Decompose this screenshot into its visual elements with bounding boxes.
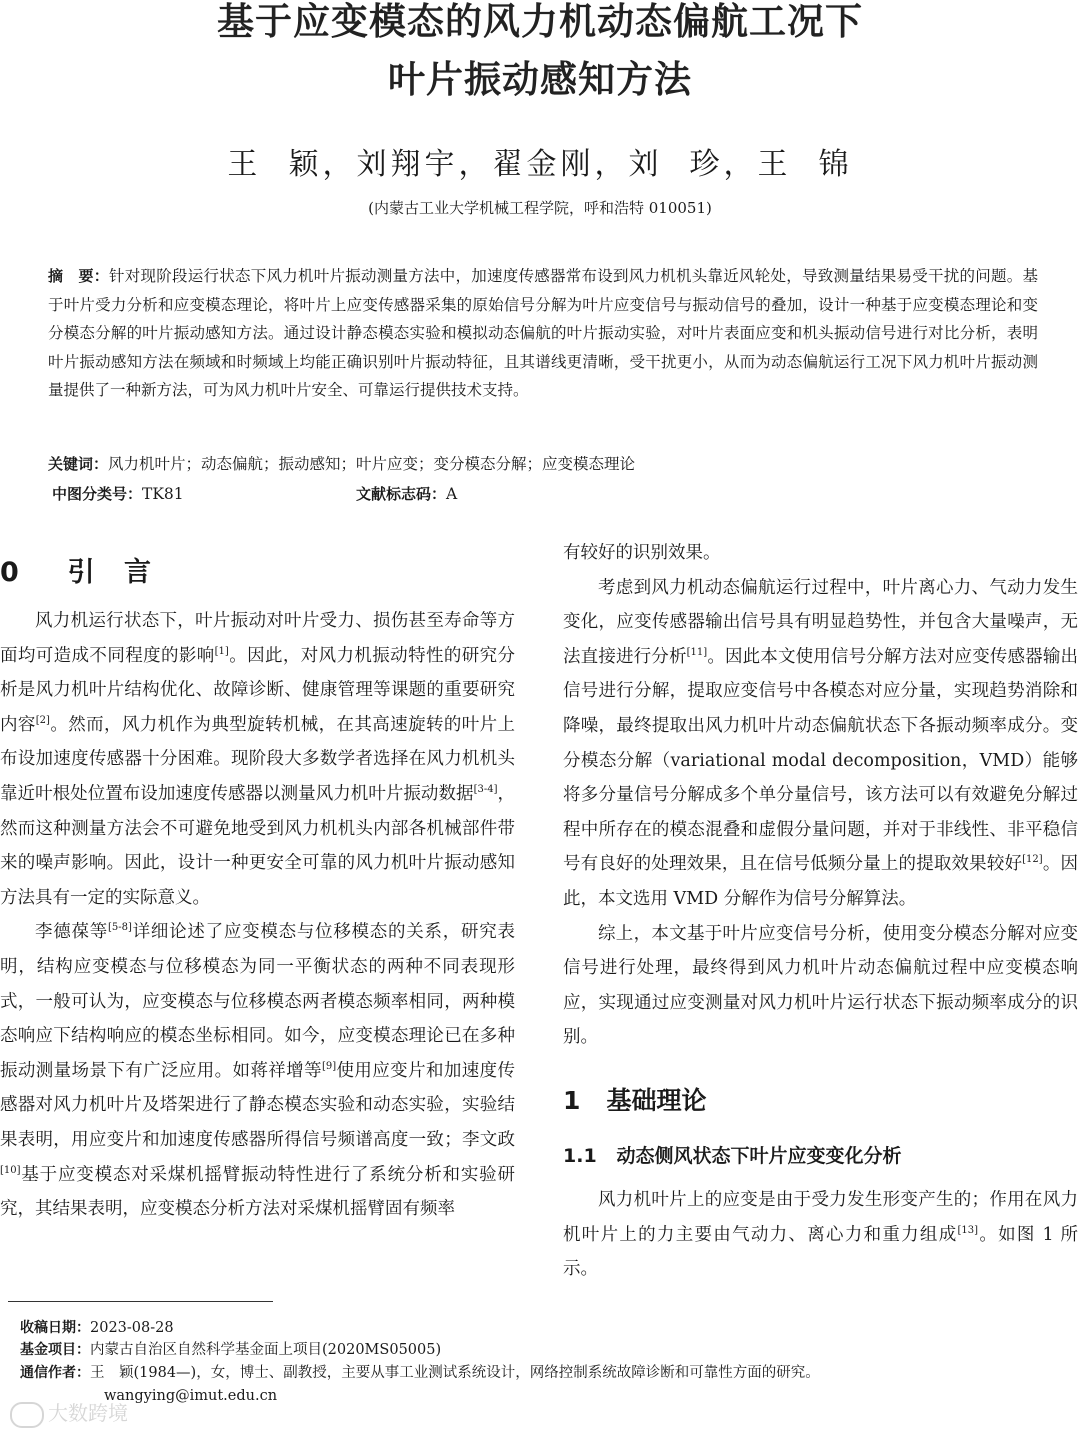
title-line-2: 叶片振动感知方法 [388, 58, 692, 101]
section-1-heading [563, 1081, 707, 1121]
footnote-email: wangying@imut.edu.cn [104, 1388, 278, 1404]
document-code [356, 480, 457, 508]
intro-paragraph-2-continued: 有较好的识别效果。 [563, 543, 721, 563]
section-0-title: 引 言 [67, 557, 162, 588]
abstract-text: 针对现阶段运行状态下风力机叶片振动测量方法中，加速度传感器常布设到风力机机头靠近风轮处，导致测量结果易受干扰的问题。基于叶片受力分析和应变模态理论，将叶片上应变传感器采集的原始信号分解为叶片应变信号与振动信号的叠加，设计一种基于应变模态理论和变分模态分解的叶片振动感知方法。通过设计静态模态实验和模拟动态偏航的叶片振动实验，对叶片表面应变和机头振动信号进行对比分析，表明叶片振动感知方法在频域和时频域上均能正确识别叶片振动特征，且其谱线更清晰，受干扰更小，从而为动态偏航运行工况下风力机叶片振动测量提供了一种新方法，可为风力机叶片安全、可靠运行提供技术支持。 [48, 267, 1038, 399]
clc-value: TK81 [142, 485, 184, 503]
watermark [10, 1398, 128, 1428]
title-line-1: 基于应变模态的风力机动态偏航工况下 [217, 0, 863, 43]
citation: [2] [35, 714, 50, 726]
intro-paragraph-4: 综上，本文基于叶片应变信号分析，使用变分模态分解对应变信号进行处理，最终得到风力机叶片动态偏航过程中应变模态响应，实现通过应变测量对风力机叶片运行状态下振动频率成分的识别。 [563, 923, 1078, 1048]
intro-paragraph-3: 考虑到风力机动态偏航运行过程中，叶片离心力、气动力发生变化，应变传感器输出信号具有明显趋势性，并包含大量噪声，无法直接进行分析[11]。因此本文使用信号分解方法对应变传感器输出信号进行分解，提取应变信号中各模态对应分量，实现趋势消除和降噪，最终提取出风力机叶片动态偏航状态下各振动频率成分。变分模态分解（variational modal decomposition，VMD）能够将多分量信号分解成多个单分量信号，该方法可以有效避免分解过程中所存在的模态混叠和虚假分量问题，并对于非线性、非平稳信号有良好的处理效果，且在信号低频分量上的提取效果较好[12]。因此，本文选用 VMD 分解作为信号分解算法。 [563, 577, 1079, 909]
intro-paragraph-1: 风力机运行状态下，叶片振动对叶片受力、损伤甚至寿命等方面均可造成不同程度的影响[1]。因此，对风力机振动特性的研究分析是风力机叶片结构优化、故障诊断、健康管理等课题的重要研究内容[2]。然而，风力机作为典型旋转机械，在其高速旋转的叶片上布设加速度传感器十分困难。现阶段大多数学者选择在风力机机头靠近叶根处位置布设加速度传感器以测量风力机叶片振动数据[3-4]，然而这种测量方法会不可避免地受到风力机机头内部各机械部件带来的噪声影响。因此，设计一种更安全可靠的风力机叶片振动感知方法具有一定的实际意义。 [0, 611, 516, 908]
intro-paragraph-2: 李德葆等[5-8]详细论述了应变模态与位移模态的关系，研究表明，结构应变模态与位移模态为同一平衡状态的两种不同表现形式，一般可认为，应变模态与位移模态两者模态频率相同，两种模态响应下结构响应的模态坐标相同。如今，应变模态理论已在多种振动测量场景下有广泛应用。如蒋祥增等[9]使用应变片和加速度传感器对风力机叶片及塔架进行了静态模态实验和动态实验，实验结果表明，用应变片和加速度传感器所得信号频谱高度一致；李文政[10]基于应变模态对采煤机摇臂振动特性进行了系统分析和实验研究，其结果表明，应变模态分析方法对采煤机摇臂固有频率 [0, 922, 516, 1220]
watermark-logo-icon [10, 1402, 44, 1428]
citation: [10] [0, 1164, 21, 1176]
subsection-1-1-title: 动态侧风状态下叶片应变变化分析 [616, 1145, 902, 1167]
footnote-fund: 基金项目：内蒙古自治区自然科学基金面上项目(2020MS05005) [20, 1342, 442, 1358]
citation: [5-8] [107, 922, 132, 934]
citation: [12] [1022, 854, 1043, 866]
section-1-number: 1 [563, 1086, 581, 1115]
footnote-author: 通信作者：王 颖(1984—)，女，博士、副教授，主要从事工业测试系统设计，网络控制系统故障诊断和可靠性方面的研究。 [20, 1365, 820, 1381]
watermark-text: 大数跨境 [48, 1401, 128, 1425]
doc-code-label: 文献标志码： [356, 485, 447, 503]
section-0-number: 0 [0, 557, 29, 588]
footnote-received: 收稿日期：2023-08-28 [20, 1320, 174, 1336]
doc-code-value: A [446, 485, 458, 503]
section-1-body [563, 1183, 1078, 1287]
left-column [0, 604, 515, 1227]
right-column [563, 536, 1078, 1055]
citation: [3-4] [473, 784, 498, 796]
citation: [13] [957, 1224, 979, 1236]
subsection-1-1-heading [563, 1141, 902, 1171]
affiliation: (内蒙古工业大学机械工程学院，呼和浩特 010051) [368, 199, 712, 217]
clc-label: 中图分类号： [52, 485, 143, 503]
footnote-divider [8, 1301, 273, 1302]
section-1-title: 基础理论 [606, 1086, 707, 1115]
keywords-label: 关键词： [48, 455, 109, 473]
keywords [48, 450, 635, 478]
abstract [48, 262, 1038, 405]
citation: [1] [214, 645, 229, 657]
citation: [9] [321, 1060, 337, 1072]
abstract-label: 摘 要： [48, 267, 109, 285]
subsection-1-1-number: 1.1 [563, 1145, 597, 1167]
section-0-heading [0, 553, 161, 593]
author-list: 王 颖，刘翔宇，翟金刚，刘 珍，王 锦 [227, 147, 853, 182]
clc-number [52, 480, 184, 508]
keywords-text: 风力机叶片；动态偏航；振动感知；叶片应变；变分模态分解；应变模态理论 [108, 455, 636, 473]
section-1-paragraph-1: 风力机叶片上的应变是由于受力发生形变产生的；作用在风力机叶片上的力主要由气动力、离心力和重力组成[13]。如图 1 所示。 [563, 1190, 1079, 1280]
citation: [11] [686, 646, 708, 658]
